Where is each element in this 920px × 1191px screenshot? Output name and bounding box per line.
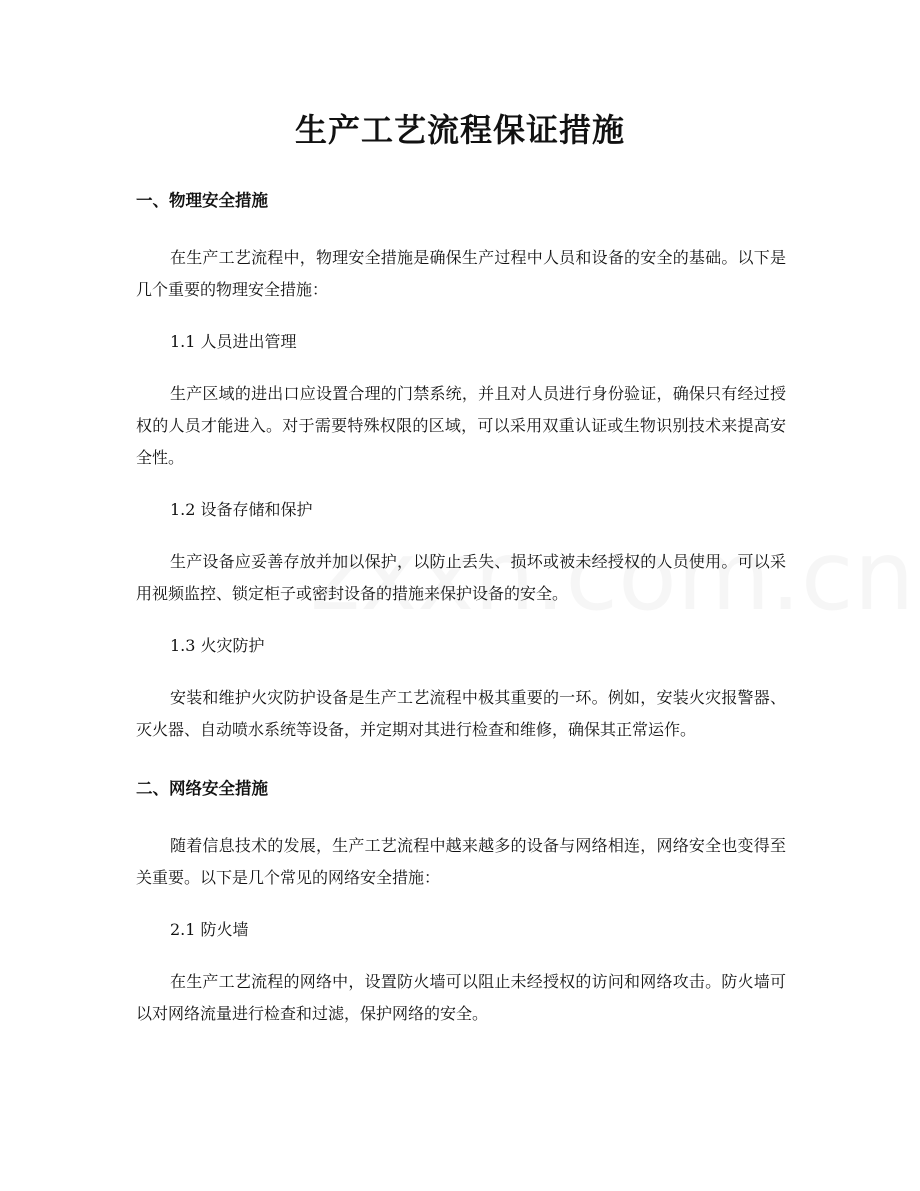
section-intro-network: 随着信息技术的发展，生产工艺流程中越来越多的设备与网络相连，网络安全也变得至关重要。以下是几个常见的网络安全措施： — [136, 836, 786, 887]
section-heading-network: 二、网络安全措施 — [136, 779, 268, 798]
section-heading-physical: 一、物理安全措施 — [136, 191, 268, 210]
section-intro-physical: 在生产工艺流程中，物理安全措施是确保生产过程中人员和设备的安全的基础。以下是几个重要的物理安全措施： — [136, 248, 786, 299]
paragraph-equipment-storage: 生产设备应妥善存放并加以保护，以防止丢失、损坏或被未经授权的人员使用。可以采用视频监控、锁定柜子或密封设备的措施来保护设备的安全。 — [136, 552, 786, 603]
subheading-firewall: 2.1 防火墙 — [170, 920, 249, 939]
subheading-equipment-storage: 1.2 设备存储和保护 — [170, 500, 313, 519]
document-title: 生产工艺流程保证措施 — [294, 111, 625, 149]
paragraph-fire-protection: 安装和维护火灾防护设备是生产工艺流程中极其重要的一环。例如，安装火灾报警器、灭火器、自动喷水系统等设备，并定期对其进行检查和维修，确保其正常运作。 — [136, 688, 786, 739]
paragraph-personnel-access: 生产区域的进出口应设置合理的门禁系统，并且对人员进行身份验证，确保只有经过授权的人员才能进入。对于需要特殊权限的区域，可以采用双重认证或生物识别技术来提高安全性。 — [136, 384, 786, 467]
subheading-fire-protection: 1.3 火灾防护 — [170, 636, 265, 655]
paragraph-firewall: 在生产工艺流程的网络中，设置防火墙可以阻止未经授权的访问和网络攻击。防火墙可以对网络流量进行检查和过滤，保护网络的安全。 — [136, 972, 786, 1023]
subheading-personnel-access: 1.1 人员进出管理 — [170, 332, 297, 351]
document-body — [136, 184, 786, 1050]
